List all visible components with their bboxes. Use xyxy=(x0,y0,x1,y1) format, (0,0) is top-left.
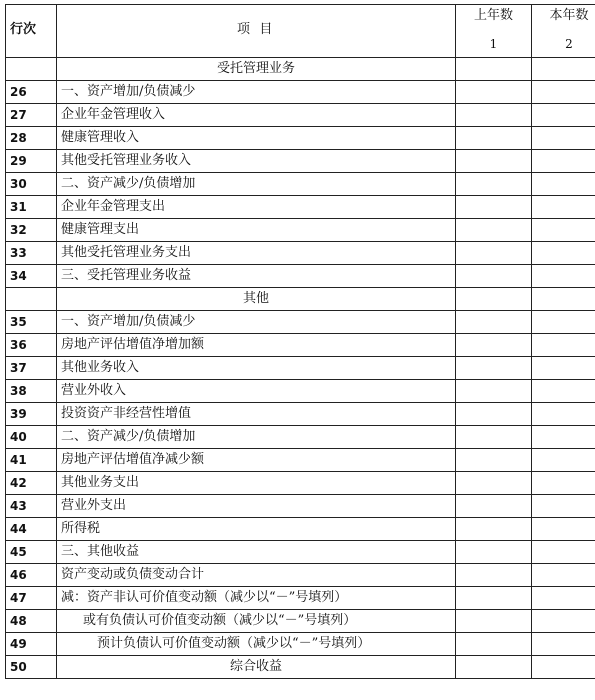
table-row xyxy=(6,380,595,403)
row-number: 26 xyxy=(6,81,57,104)
row-number: 36 xyxy=(6,334,57,357)
table-row xyxy=(6,403,595,426)
prev-year-cell[interactable] xyxy=(456,127,532,150)
table-row xyxy=(6,518,595,541)
prev-year-cell[interactable] xyxy=(456,472,532,495)
prev-year-cell[interactable] xyxy=(456,495,532,518)
row-item-label: 资产变动或负债变动合计 xyxy=(57,564,456,587)
row-item-label: 其他业务收入 xyxy=(57,357,456,380)
table-row xyxy=(6,58,595,81)
curr-year-cell[interactable] xyxy=(532,633,595,656)
report-sheet xyxy=(5,4,591,679)
statement-table-body xyxy=(6,5,595,679)
curr-year-cell[interactable] xyxy=(532,150,595,173)
row-item-label: 企业年金管理支出 xyxy=(57,196,456,219)
curr-year-cell[interactable] xyxy=(532,288,595,311)
table-row xyxy=(6,426,595,449)
curr-year-cell[interactable] xyxy=(532,196,595,219)
header-item xyxy=(57,5,456,58)
table-row xyxy=(6,610,595,633)
row-item-label: 减：资产非认可价值变动额（减少以“－”号填列） xyxy=(57,587,456,610)
row-item-label: 房地产评估增值净增加额 xyxy=(57,334,456,357)
row-item-label: 一、资产增加/负债减少 xyxy=(57,81,456,104)
row-item-label: 一、资产增加/负债减少 xyxy=(57,311,456,334)
prev-year-cell[interactable] xyxy=(456,587,532,610)
header-prev-year-index: 1 xyxy=(489,37,498,51)
prev-year-cell[interactable] xyxy=(456,219,532,242)
section-heading: 综合收益 xyxy=(57,656,456,679)
table-row xyxy=(6,104,595,127)
section-heading: 其他 xyxy=(57,288,456,311)
row-item-label: 预计负债认可价值变动额（减少以“－”号填列） xyxy=(57,633,456,656)
table-row xyxy=(6,633,595,656)
header-curr-year xyxy=(532,5,595,58)
prev-year-cell[interactable] xyxy=(456,380,532,403)
curr-year-cell[interactable] xyxy=(532,426,595,449)
curr-year-cell[interactable] xyxy=(532,541,595,564)
row-number: 40 xyxy=(6,426,57,449)
prev-year-cell[interactable] xyxy=(456,104,532,127)
curr-year-cell[interactable] xyxy=(532,380,595,403)
curr-year-cell[interactable] xyxy=(532,587,595,610)
row-number: 44 xyxy=(6,518,57,541)
row-number: 50 xyxy=(6,656,57,679)
row-number: 41 xyxy=(6,449,57,472)
row-item-label: 二、资产减少/负债增加 xyxy=(57,426,456,449)
row-number: 42 xyxy=(6,472,57,495)
prev-year-cell[interactable] xyxy=(456,265,532,288)
row-item-label: 或有负债认可价值变动额（减少以“－”号填列） xyxy=(57,610,456,633)
row-number: 46 xyxy=(6,564,57,587)
statement-table xyxy=(5,4,595,679)
curr-year-cell[interactable] xyxy=(532,564,595,587)
curr-year-cell[interactable] xyxy=(532,242,595,265)
row-item-label: 其他受托管理业务收入 xyxy=(57,150,456,173)
prev-year-cell[interactable] xyxy=(456,656,532,679)
table-row xyxy=(6,265,595,288)
table-row xyxy=(6,541,595,564)
row-number: 37 xyxy=(6,357,57,380)
curr-year-cell[interactable] xyxy=(532,495,595,518)
table-row xyxy=(6,357,595,380)
header-curr-year-index: 2 xyxy=(565,37,573,51)
table-row xyxy=(6,472,595,495)
row-number: 33 xyxy=(6,242,57,265)
curr-year-cell[interactable] xyxy=(532,81,595,104)
curr-year-cell[interactable] xyxy=(532,127,595,150)
curr-year-cell[interactable] xyxy=(532,357,595,380)
row-number: 38 xyxy=(6,380,57,403)
row-item-label: 其他受托管理业务支出 xyxy=(57,242,456,265)
curr-year-cell[interactable] xyxy=(532,173,595,196)
row-item-label: 营业外支出 xyxy=(57,495,456,518)
row-number: 47 xyxy=(6,587,57,610)
prev-year-cell[interactable] xyxy=(456,357,532,380)
row-number: 27 xyxy=(6,104,57,127)
curr-year-cell[interactable] xyxy=(532,472,595,495)
table-row xyxy=(6,150,595,173)
row-item-label: 营业外收入 xyxy=(57,380,456,403)
prev-year-cell[interactable] xyxy=(456,541,532,564)
row-item-label: 二、资产减少/负债增加 xyxy=(57,173,456,196)
prev-year-cell[interactable] xyxy=(456,449,532,472)
row-item-label: 健康管理支出 xyxy=(57,219,456,242)
curr-year-cell[interactable] xyxy=(532,265,595,288)
row-number: 43 xyxy=(6,495,57,518)
curr-year-cell[interactable] xyxy=(532,610,595,633)
table-row xyxy=(6,311,595,334)
prev-year-cell[interactable] xyxy=(456,633,532,656)
table-row xyxy=(6,587,595,610)
row-item-label: 其他业务支出 xyxy=(57,472,456,495)
prev-year-cell[interactable] xyxy=(456,334,532,357)
row-number: 28 xyxy=(6,127,57,150)
row-item-label: 所得税 xyxy=(57,518,456,541)
curr-year-cell[interactable] xyxy=(532,219,595,242)
table-row xyxy=(6,564,595,587)
table-row xyxy=(6,449,595,472)
header-row-no-label: 行次 xyxy=(10,22,37,37)
row-number: 39 xyxy=(6,403,57,426)
prev-year-cell[interactable] xyxy=(456,564,532,587)
row-item-label: 健康管理收入 xyxy=(57,127,456,150)
prev-year-cell[interactable] xyxy=(456,173,532,196)
row-number: 45 xyxy=(6,541,57,564)
curr-year-cell[interactable] xyxy=(532,656,595,679)
header-row-no xyxy=(6,5,57,58)
row-number xyxy=(6,288,57,311)
prev-year-cell[interactable] xyxy=(456,58,532,81)
header-prev-year-label: 上年数 xyxy=(473,8,513,23)
row-number: 30 xyxy=(6,173,57,196)
row-number: 48 xyxy=(6,610,57,633)
prev-year-cell[interactable] xyxy=(456,311,532,334)
row-number: 34 xyxy=(6,265,57,288)
curr-year-cell[interactable] xyxy=(532,104,595,127)
section-heading: 受托管理业务 xyxy=(57,58,456,81)
header-curr-year-label: 本年数 xyxy=(549,8,589,23)
row-number: 29 xyxy=(6,150,57,173)
prev-year-cell[interactable] xyxy=(456,426,532,449)
prev-year-cell[interactable] xyxy=(456,610,532,633)
row-item-label: 投资资产非经营性增值 xyxy=(57,403,456,426)
prev-year-cell[interactable] xyxy=(456,518,532,541)
row-item-label: 企业年金管理收入 xyxy=(57,104,456,127)
table-row xyxy=(6,173,595,196)
header-item-label: 项 目 xyxy=(237,22,275,37)
table-row xyxy=(6,288,595,311)
curr-year-cell[interactable] xyxy=(532,449,595,472)
prev-year-cell[interactable] xyxy=(456,150,532,173)
prev-year-cell[interactable] xyxy=(456,242,532,265)
row-item-label: 三、其他收益 xyxy=(57,541,456,564)
prev-year-cell[interactable] xyxy=(456,288,532,311)
row-number: 35 xyxy=(6,311,57,334)
prev-year-cell[interactable] xyxy=(456,196,532,219)
table-row xyxy=(6,334,595,357)
curr-year-cell[interactable] xyxy=(532,311,595,334)
curr-year-cell[interactable] xyxy=(532,518,595,541)
table-row xyxy=(6,127,595,150)
table-header-row xyxy=(6,5,595,58)
row-number: 49 xyxy=(6,633,57,656)
row-item-label: 三、受托管理业务收益 xyxy=(57,265,456,288)
prev-year-cell[interactable] xyxy=(456,81,532,104)
table-row xyxy=(6,81,595,104)
table-row xyxy=(6,219,595,242)
row-item-label: 房地产评估增值净减少额 xyxy=(57,449,456,472)
curr-year-cell[interactable] xyxy=(532,58,595,81)
table-row xyxy=(6,656,595,679)
row-number xyxy=(6,58,57,81)
curr-year-cell[interactable] xyxy=(532,403,595,426)
row-number: 32 xyxy=(6,219,57,242)
row-number: 31 xyxy=(6,196,57,219)
table-row xyxy=(6,242,595,265)
table-row xyxy=(6,495,595,518)
table-row xyxy=(6,196,595,219)
header-prev-year xyxy=(456,5,532,58)
prev-year-cell[interactable] xyxy=(456,403,532,426)
curr-year-cell[interactable] xyxy=(532,334,595,357)
